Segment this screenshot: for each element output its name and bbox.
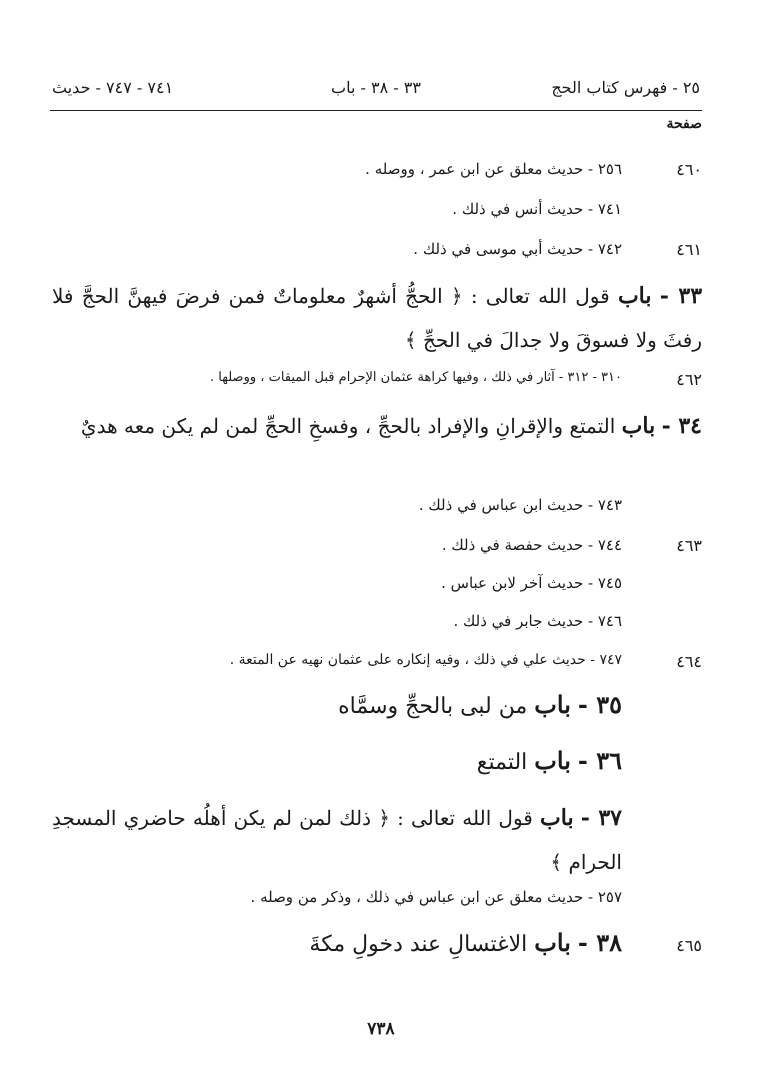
bab-heading [52,404,702,448]
bab-number: ٣٧ - [580,805,622,831]
header-chapter: ٢٥ - فهرس كتاب الحج [551,78,700,97]
header-hadith-range: ٧٤١ - ٧٤٧ - حديث [52,78,174,97]
page-number: ٤٦٠ [676,160,702,179]
index-entry: ٧٤٣ - حديث ابن عباس في ذلك . [418,496,622,514]
bab-word: باب [534,746,571,775]
page-number: ٤٦٥ [676,936,702,955]
bab-heading [52,274,702,362]
bab-heading [477,746,622,775]
page-column-label: صفحة [666,116,702,132]
bab-word: باب [534,690,571,719]
bab-title: قول الله تعالى : ﴿ ذلك لمن لم يكن أهلُه حاضري المسجدِ الحرام ﴾ [52,806,622,874]
index-entry: ٧٤٢ - حديث أبي موسى في ذلك . [413,240,622,258]
running-header [50,76,702,111]
bab-title: من لبى بالحجِّ وسمَّاه [338,694,528,719]
index-entry: ٧٤٧ - حديث علي في ذلك ، وفيه إنكاره على عثمان نهيه عن المتعة . [229,652,622,668]
bab-word: باب [617,283,652,309]
bab-title: قول الله تعالى : ﴿ الحجُّ أشهرٌ معلوماتٌ فمن فرضَ فيهنَّ الحجَّ فلا رفثَ ولا فسوقَ ولا جدالَ في الحجِّ ﴾ [52,284,702,352]
bab-title: الاغتسالِ عند دخولِ مكةَ [309,932,528,957]
page-number: ٤٦١ [676,240,702,259]
page-number: ٤٦٢ [676,370,702,389]
bab-heading [52,796,622,884]
bab-number: ٣٥ - [577,690,622,719]
bab-number: ٣٦ - [577,746,622,775]
bab-word: باب [540,805,574,831]
bab-heading [338,690,622,719]
page-number: ٤٦٤ [676,652,702,671]
index-entry: ٢٥٦ - حديث معلق عن ابن عمر ، ووصله . [365,160,622,178]
index-entry: ٧٤١ - حديث أنس في ذلك . [452,200,622,218]
bab-word: باب [621,413,656,439]
bab-word: باب [534,928,571,957]
bab-title: التمتع والإقرانِ والإفراد بالحجِّ ، وفسخِ الحجِّ لمن لم يكن معه هديٌ [80,414,616,438]
bab-number: ٣٨ - [577,928,622,957]
bab-title: التمتع [476,750,528,775]
bab-heading [309,928,622,957]
index-entry: ٧٤٤ - حديث حفصة في ذلك . [441,536,622,554]
page-footer-number: ٧٣٨ [367,1019,395,1039]
index-entry: ٣١٠ - ٣١٢ - آثار في ذلك ، وفيها كراهة عثمان الإحرام قبل الميقات ، ووصلها . [210,370,622,385]
bab-number: ٣٣ - [659,283,703,309]
header-bab-range: ٣٣ - ٣٨ - باب [331,78,421,97]
index-entry: ٢٥٧ - حديث معلق عن ابن عباس في ذلك ، وذكر من وصله . [250,888,622,906]
bab-number: ٣٤ - [661,413,702,439]
index-entry: ٧٤٥ - حديث آخر لابن عباس . [441,574,622,592]
page-number: ٤٦٣ [676,536,702,555]
index-entry: ٧٤٦ - حديث جابر في ذلك . [453,612,622,630]
